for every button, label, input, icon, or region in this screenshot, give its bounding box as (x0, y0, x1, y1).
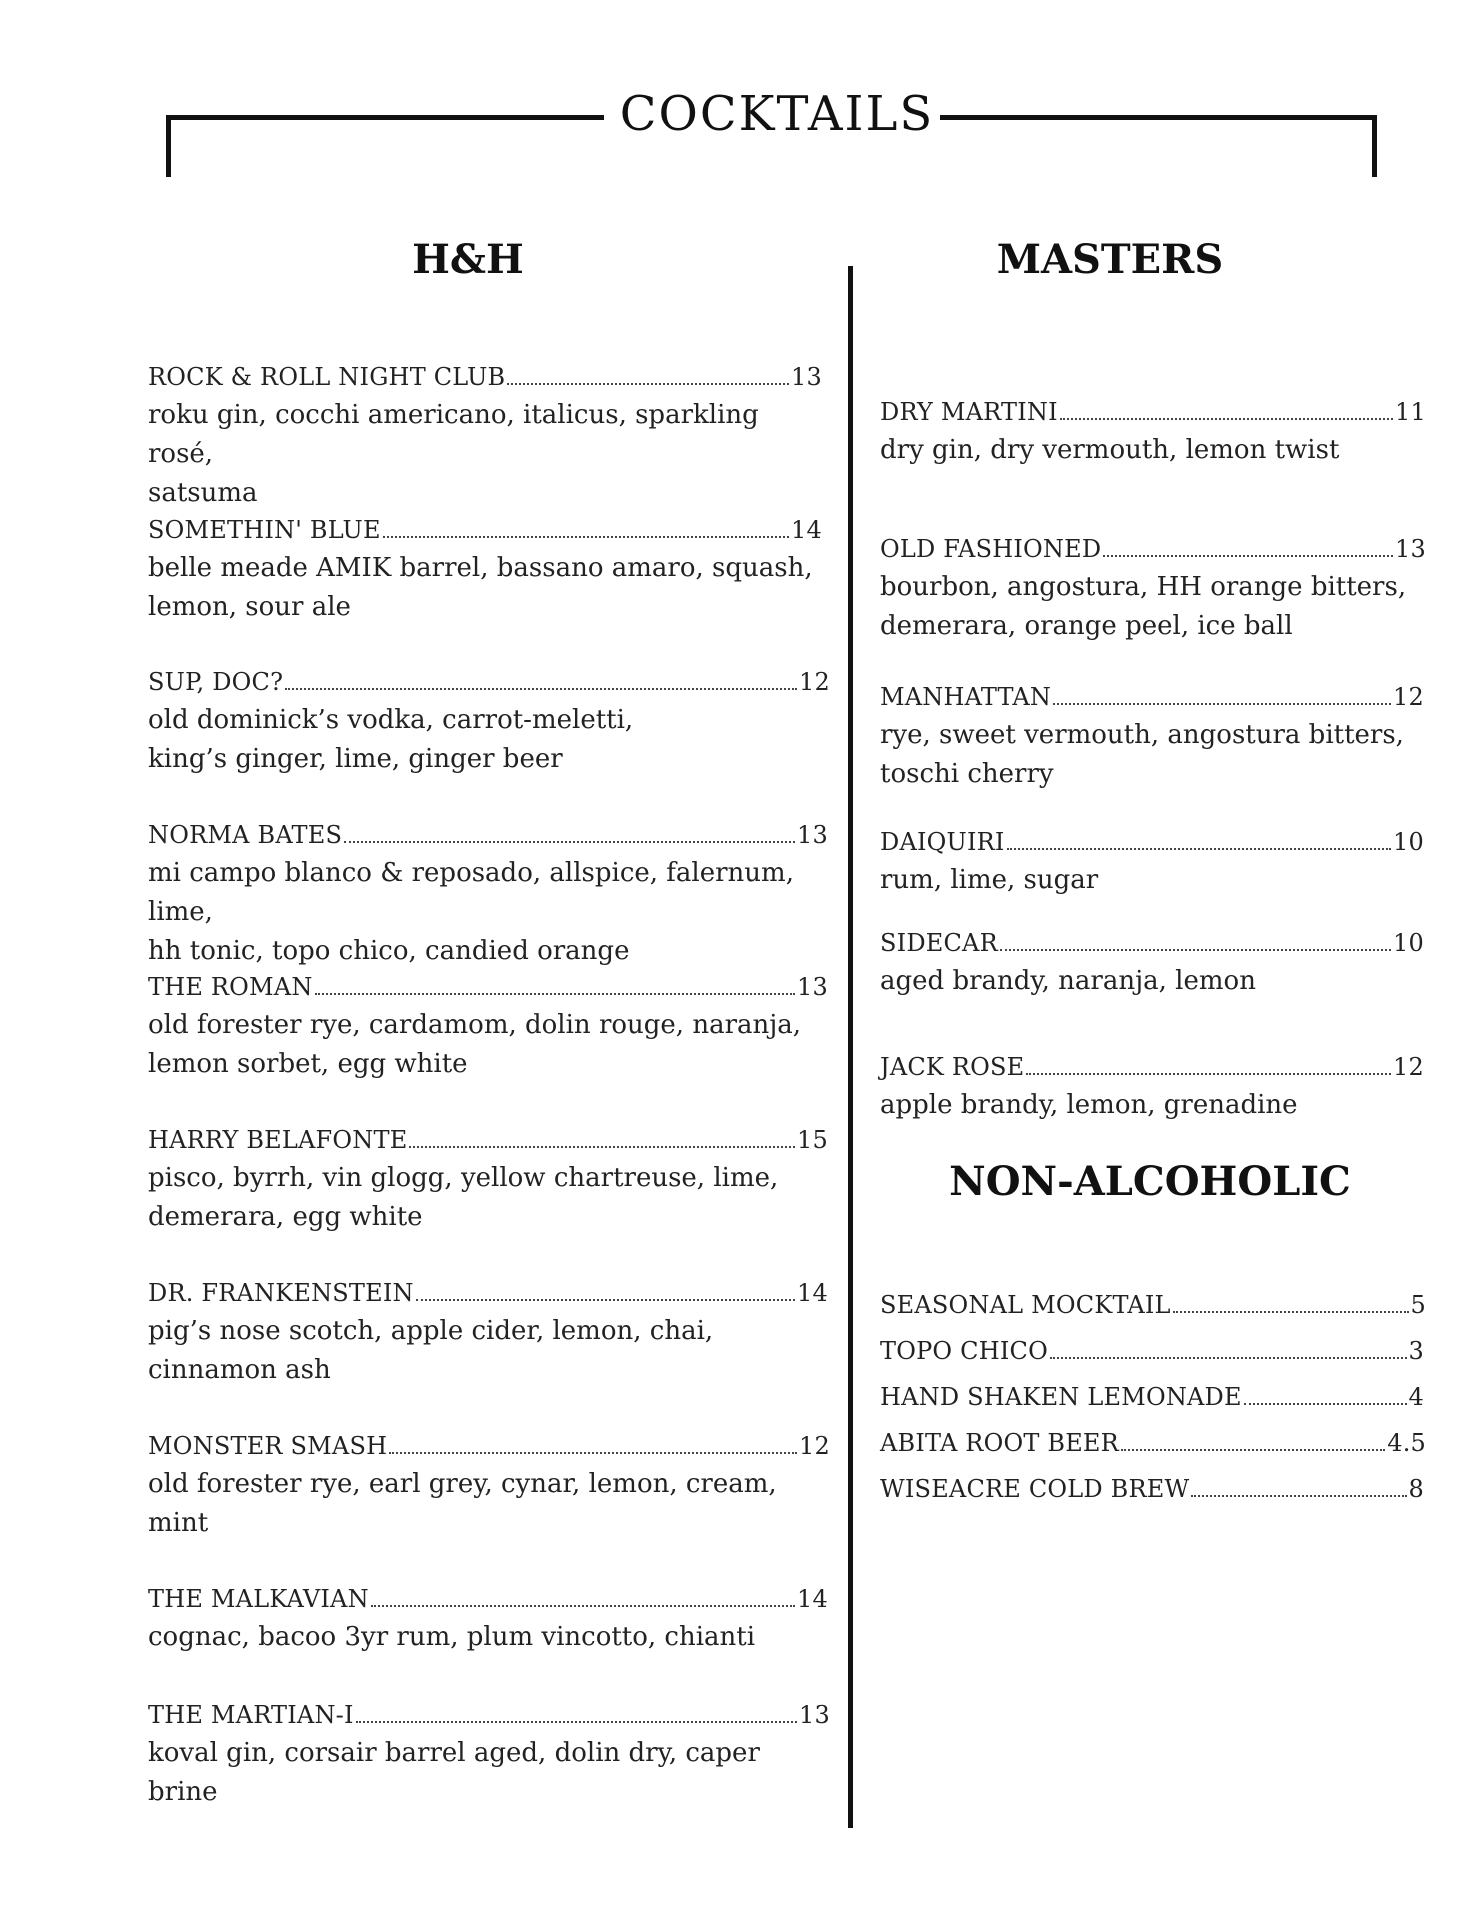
item-name: DRY MARTINI (880, 398, 1058, 426)
item-name: DAIQUIRI (880, 828, 1005, 856)
dot-leader (1191, 1495, 1406, 1497)
masters-item-dry-martini (880, 393, 1426, 470)
dot-leader (344, 841, 795, 843)
dot-leader (1026, 1073, 1391, 1075)
item-price: 11 (1395, 398, 1426, 426)
masters-item-old-fashioned (880, 530, 1426, 646)
hh-heading: H&H (412, 236, 524, 283)
hh-item-norma-bates (148, 816, 828, 971)
dot-leader (315, 993, 796, 995)
item-name: ROCK & ROLL NIGHT CLUB (148, 363, 506, 391)
item-price: 13 (799, 1701, 830, 1729)
hh-item-the-malkavian (148, 1580, 828, 1657)
dot-leader (507, 383, 789, 385)
item-name: SIDECAR (880, 929, 998, 957)
item-description-line: old forester rye, earl grey, cynar, lemon, cream, (148, 1469, 777, 1499)
item-description-line: bourbon, angostura, HH orange bitters, (880, 572, 1407, 602)
item-name: NORMA BATES (148, 821, 343, 849)
dot-leader (1103, 555, 1393, 557)
item-description-line: koval gin, corsair barrel aged, dolin dry, caper brine (148, 1738, 760, 1807)
na-item-seasonal-mocktail (880, 1286, 1426, 1324)
item-description-line: rye, sweet vermouth, angostura bitters, (880, 720, 1404, 750)
item-description-line: rum, lime, sugar (880, 865, 1099, 895)
dot-leader (1050, 1357, 1407, 1359)
item-description-line: old dominick’s vodka, carrot-meletti, (148, 705, 634, 735)
dot-leader (356, 1721, 797, 1723)
item-description-line: cognac, bacoo 3yr rum, plum vincotto, chianti (148, 1622, 756, 1652)
item-price: 13 (791, 363, 822, 391)
item-name: THE MALKAVIAN (148, 1585, 369, 1613)
hh-item-harry-belafonte (148, 1121, 828, 1237)
item-price: 3 (1408, 1337, 1424, 1365)
item-description-line: aged brandy, naranja, lemon (880, 966, 1256, 996)
item-name: HARRY BELAFONTE (148, 1126, 408, 1154)
hh-item-sup-doc (148, 663, 830, 779)
hh-item-the-martian-i (148, 1696, 830, 1812)
item-name: THE ROMAN (148, 973, 313, 1001)
dot-leader (1053, 703, 1391, 705)
item-price: 13 (797, 821, 828, 849)
item-description-line: demerara, egg white (148, 1202, 423, 1232)
dot-leader (1173, 1311, 1409, 1313)
item-description-line: lemon, sour ale (148, 592, 351, 622)
item-name: ABITA ROOT BEER (880, 1429, 1119, 1457)
item-price: 4.5 (1387, 1429, 1426, 1457)
hh-item-the-roman (148, 968, 828, 1084)
hh-item-monster-smash (148, 1427, 830, 1543)
masters-item-sidecar (880, 924, 1424, 1001)
item-name: WISEACRE COLD BREW (880, 1475, 1190, 1503)
item-price: 8 (1408, 1475, 1424, 1503)
item-description-line: pisco, byrrh, vin glogg, yellow chartreuse, lime, (148, 1163, 779, 1193)
item-price: 4 (1408, 1383, 1424, 1411)
dot-leader (1244, 1403, 1407, 1405)
item-price: 12 (1393, 683, 1424, 711)
item-description-line: demerara, orange peel, ice ball (880, 611, 1293, 641)
item-name: SOMETHIN' BLUE (148, 516, 381, 544)
dot-leader (285, 688, 797, 690)
item-price: 14 (797, 1279, 828, 1307)
masters-item-manhattan (880, 678, 1424, 794)
item-description-line: king’s ginger, lime, ginger beer (148, 744, 563, 774)
item-name: TOPO CHICO (880, 1337, 1048, 1365)
dot-leader (1121, 1449, 1385, 1451)
item-name: JACK ROSE (880, 1053, 1025, 1081)
item-price: 10 (1393, 929, 1424, 957)
na-item-abita-root-beer (880, 1424, 1426, 1462)
na-item-hand-shaken-lemonade (880, 1378, 1424, 1416)
item-description-line: mi campo blanco & reposado, allspice, falernum, lime, (148, 858, 794, 927)
item-description-line: satsuma (148, 478, 258, 508)
item-description-line: mint (148, 1508, 209, 1538)
dot-leader (1000, 949, 1391, 951)
dot-leader (416, 1299, 795, 1301)
item-name: MONSTER SMASH (148, 1432, 388, 1460)
item-name: THE MARTIAN-I (148, 1701, 354, 1729)
masters-item-jack-rose (880, 1048, 1424, 1125)
item-name: MANHATTAN (880, 683, 1052, 711)
item-price: 12 (1393, 1053, 1424, 1081)
menu-title: COCKTAILS (619, 86, 935, 142)
item-description-line: belle meade AMIK barrel, bassano amaro, squash, (148, 553, 813, 583)
hh-item-rock-and-roll-night-club (148, 358, 822, 513)
item-price: 14 (797, 1585, 828, 1613)
item-name: OLD FASHIONED (880, 535, 1102, 563)
item-price: 15 (797, 1126, 828, 1154)
item-price: 10 (1393, 828, 1424, 856)
item-description-line: old forester rye, cardamom, dolin rouge, naranja, (148, 1010, 802, 1040)
non-alcoholic-heading: NON-ALCOHOLIC (949, 1158, 1351, 1205)
hh-item-dr-frankenstein (148, 1274, 828, 1390)
item-description-line: cinnamon ash (148, 1355, 331, 1385)
na-item-wiseacre-cold-brew (880, 1470, 1424, 1508)
dot-leader (1007, 848, 1391, 850)
dot-leader (1060, 418, 1393, 420)
item-price: 5 (1410, 1291, 1426, 1319)
item-description-line: lemon sorbet, egg white (148, 1049, 468, 1079)
item-description-line: pig’s nose scotch, apple cider, lemon, chai, (148, 1316, 714, 1346)
item-price: 12 (799, 1432, 830, 1460)
dot-leader (389, 1452, 797, 1454)
item-description-line: dry gin, dry vermouth, lemon twist (880, 435, 1340, 465)
item-description-line: toschi cherry (880, 759, 1054, 789)
column-divider (848, 266, 853, 1828)
item-description-line: apple brandy, lemon, grenadine (880, 1090, 1298, 1120)
item-description-line: roku gin, cocchi americano, italicus, sparkling rosé, (148, 400, 759, 469)
item-price: 12 (799, 668, 830, 696)
item-name: DR. FRANKENSTEIN (148, 1279, 414, 1307)
hh-item-somethin-blue (148, 511, 822, 627)
masters-heading: MASTERS (996, 236, 1224, 283)
na-item-topo-chico (880, 1332, 1424, 1370)
item-price: 13 (797, 973, 828, 1001)
dot-leader (409, 1146, 795, 1148)
item-price: 13 (1395, 535, 1426, 563)
dot-leader (383, 536, 789, 538)
masters-item-daiquiri (880, 823, 1424, 900)
item-description-line: hh tonic, topo chico, candied orange (148, 936, 630, 966)
item-name: HAND SHAKEN LEMONADE (880, 1383, 1242, 1411)
item-name: SUP, DOC? (148, 668, 284, 696)
dot-leader (371, 1605, 795, 1607)
item-name: SEASONAL MOCKTAIL (880, 1291, 1171, 1319)
item-price: 14 (791, 516, 822, 544)
